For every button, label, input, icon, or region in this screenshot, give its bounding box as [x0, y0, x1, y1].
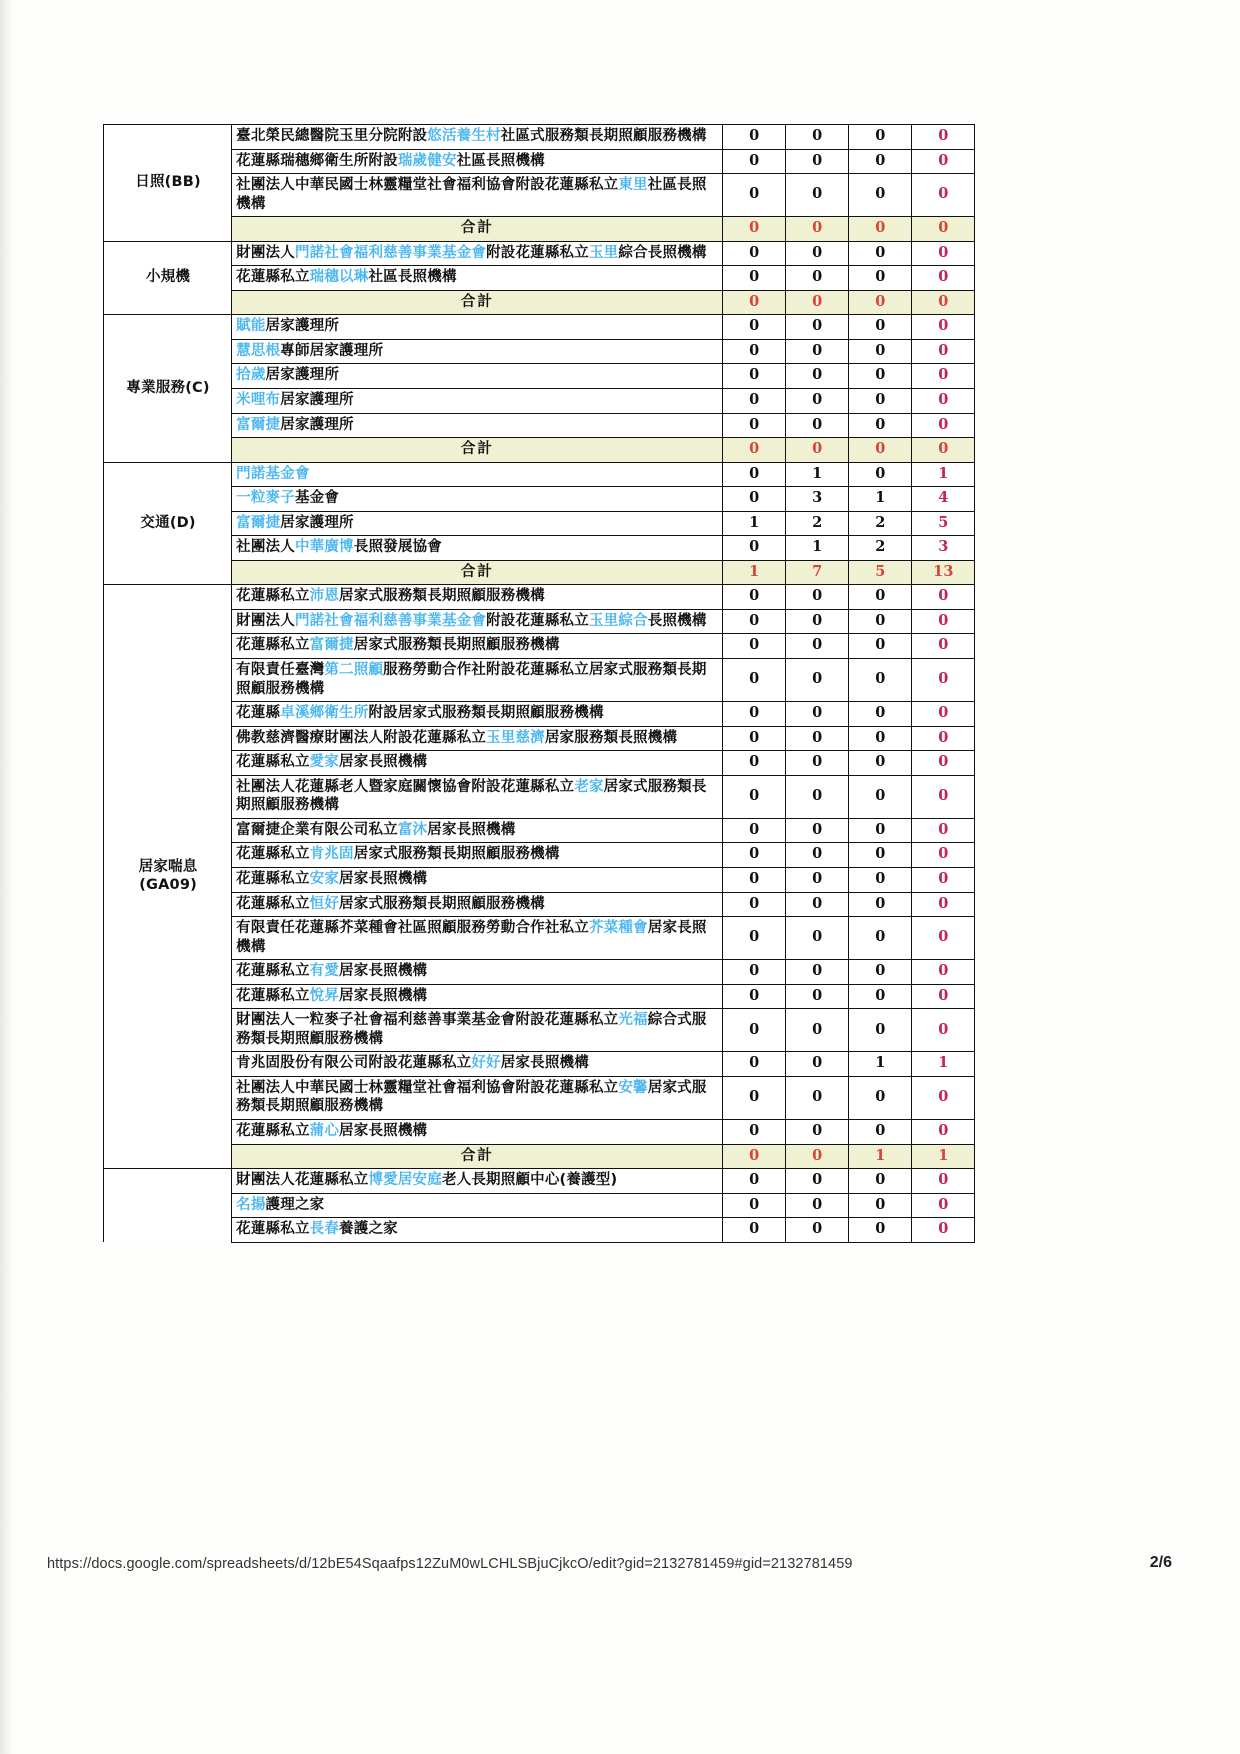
value-cell: 0 — [785, 1193, 848, 1218]
total-row — [104, 438, 975, 463]
value-cell: 0 — [785, 892, 848, 917]
total-label: 合計 — [232, 290, 723, 315]
value-cell: 1 — [911, 1052, 974, 1077]
total-value-cell: 0 — [785, 217, 848, 242]
table-row — [104, 364, 975, 389]
value-cell: 0 — [722, 634, 785, 659]
value-cell: 0 — [848, 315, 911, 340]
table-row — [104, 1218, 975, 1243]
table-row — [104, 818, 975, 843]
facility-name-cell: 米哩布居家護理所 — [232, 389, 723, 414]
value-cell: 0 — [911, 751, 974, 776]
value-cell: 0 — [785, 1169, 848, 1194]
value-cell: 0 — [848, 241, 911, 266]
total-value-cell: 1 — [848, 1144, 911, 1169]
facility-name-cell: 賦能居家護理所 — [232, 315, 723, 340]
value-cell: 0 — [911, 659, 974, 702]
facility-name-cell: 花蓮縣私立安家居家長照機構 — [232, 867, 723, 892]
facility-name-cell: 花蓮縣私立長春養護之家 — [232, 1218, 723, 1243]
value-cell: 0 — [785, 775, 848, 818]
category-cell: 居家喘息 (GA09) — [104, 585, 232, 1169]
value-cell: 2 — [848, 511, 911, 536]
table-row — [104, 413, 975, 438]
facility-name-cell: 花蓮縣私立沛恩居家式服務類長期照顧服務機構 — [232, 585, 723, 610]
value-cell: 0 — [722, 1052, 785, 1077]
value-cell: 0 — [911, 174, 974, 217]
value-cell: 0 — [848, 1218, 911, 1243]
value-cell: 0 — [848, 413, 911, 438]
value-cell: 0 — [722, 917, 785, 960]
value-cell: 0 — [722, 659, 785, 702]
total-value-cell: 0 — [785, 438, 848, 463]
value-cell: 0 — [848, 818, 911, 843]
table-row — [104, 511, 975, 536]
facility-name-cell: 社團法人花蓮縣老人暨家庭關懷協會附設花蓮縣私立老家居家式服務類長期照顧服務機構 — [232, 775, 723, 818]
category-cell: 交通(D) — [104, 462, 232, 585]
value-cell: 0 — [848, 609, 911, 634]
value-cell: 1 — [722, 511, 785, 536]
value-cell: 0 — [722, 315, 785, 340]
value-cell: 0 — [911, 149, 974, 174]
total-value-cell: 1 — [722, 560, 785, 585]
value-cell: 2 — [785, 511, 848, 536]
value-cell: 0 — [785, 917, 848, 960]
value-cell: 0 — [848, 389, 911, 414]
value-cell: 0 — [785, 125, 848, 150]
facility-name-cell: 花蓮縣私立愛家居家長照機構 — [232, 751, 723, 776]
value-cell: 1 — [848, 1052, 911, 1077]
value-cell: 0 — [785, 1218, 848, 1243]
table-row — [104, 125, 975, 150]
facility-name-cell: 門諾基金會 — [232, 462, 723, 487]
value-cell: 0 — [848, 843, 911, 868]
value-cell: 1 — [848, 487, 911, 512]
value-cell: 0 — [722, 1193, 785, 1218]
table-row — [104, 1076, 975, 1119]
value-cell: 0 — [785, 843, 848, 868]
value-cell: 0 — [911, 413, 974, 438]
value-cell: 0 — [785, 609, 848, 634]
value-cell: 1 — [785, 462, 848, 487]
table-row — [104, 389, 975, 414]
table-row — [104, 917, 975, 960]
value-cell: 0 — [911, 892, 974, 917]
ltc-statistics-table — [103, 124, 975, 1243]
value-cell: 0 — [785, 1119, 848, 1144]
facility-name-cell: 財團法人門諾社會福利慈善事業基金會附設花蓮縣私立玉里綜合長照機構 — [232, 241, 723, 266]
value-cell: 0 — [848, 339, 911, 364]
value-cell: 0 — [785, 413, 848, 438]
value-cell: 0 — [848, 585, 911, 610]
value-cell: 0 — [911, 726, 974, 751]
value-cell: 0 — [848, 917, 911, 960]
value-cell: 0 — [785, 174, 848, 217]
total-label: 合計 — [232, 438, 723, 463]
value-cell: 0 — [722, 487, 785, 512]
facility-name-cell: 肯兆固股份有限公司附設花蓮縣私立好好居家長照機構 — [232, 1052, 723, 1077]
value-cell: 0 — [848, 1009, 911, 1052]
value-cell: 0 — [911, 1169, 974, 1194]
value-cell: 0 — [785, 389, 848, 414]
value-cell: 0 — [848, 726, 911, 751]
table-row — [104, 702, 975, 727]
value-cell: 5 — [911, 511, 974, 536]
value-cell: 0 — [848, 960, 911, 985]
total-value-cell: 0 — [785, 1144, 848, 1169]
table-row — [104, 585, 975, 610]
total-value-cell: 0 — [848, 438, 911, 463]
facility-name-cell: 財團法人門諾社會福利慈善事業基金會附設花蓮縣私立玉里綜合長照機構 — [232, 609, 723, 634]
value-cell: 0 — [785, 1052, 848, 1077]
value-cell: 0 — [911, 917, 974, 960]
value-cell: 0 — [911, 843, 974, 868]
scan-edge-shadow — [0, 0, 14, 1754]
value-cell: 0 — [785, 659, 848, 702]
value-cell: 0 — [722, 536, 785, 561]
facility-name-cell: 財團法人花蓮縣私立博愛居安庭老人長期照顧中心(養護型) — [232, 1169, 723, 1194]
value-cell: 1 — [911, 462, 974, 487]
value-cell: 0 — [848, 364, 911, 389]
value-cell: 0 — [722, 867, 785, 892]
table-row — [104, 775, 975, 818]
value-cell: 0 — [722, 339, 785, 364]
value-cell: 0 — [911, 585, 974, 610]
value-cell: 0 — [785, 960, 848, 985]
value-cell: 0 — [911, 775, 974, 818]
total-row — [104, 560, 975, 585]
facility-name-cell: 佛教慈濟醫療財團法人附設花蓮縣私立玉里慈濟居家服務類長照機構 — [232, 726, 723, 751]
facility-name-cell: 社團法人中華廣博長照發展協會 — [232, 536, 723, 561]
value-cell: 1 — [785, 536, 848, 561]
value-cell: 0 — [848, 634, 911, 659]
table-row — [104, 892, 975, 917]
value-cell: 0 — [911, 1218, 974, 1243]
value-cell: 0 — [848, 1169, 911, 1194]
value-cell: 0 — [848, 867, 911, 892]
category-cell: 專業服務(C) — [104, 315, 232, 462]
facility-name-cell: 花蓮縣私立恒好居家式服務類長期照顧服務機構 — [232, 892, 723, 917]
value-cell: 0 — [911, 315, 974, 340]
value-cell: 0 — [785, 867, 848, 892]
value-cell: 0 — [848, 659, 911, 702]
value-cell: 0 — [785, 818, 848, 843]
table-row — [104, 1052, 975, 1077]
value-cell: 0 — [911, 609, 974, 634]
value-cell: 0 — [848, 892, 911, 917]
value-cell: 0 — [911, 818, 974, 843]
value-cell: 0 — [848, 984, 911, 1009]
value-cell: 0 — [722, 1009, 785, 1052]
table-row — [104, 149, 975, 174]
table-row — [104, 1009, 975, 1052]
value-cell: 0 — [785, 1076, 848, 1119]
total-value-cell: 7 — [785, 560, 848, 585]
value-cell: 0 — [911, 702, 974, 727]
facility-name-cell: 名揚護理之家 — [232, 1193, 723, 1218]
table-row — [104, 659, 975, 702]
value-cell: 0 — [911, 339, 974, 364]
facility-name-cell: 花蓮縣私立蒲心居家長照機構 — [232, 1119, 723, 1144]
category-cell: 小規機 — [104, 241, 232, 315]
total-value-cell: 0 — [911, 290, 974, 315]
value-cell: 0 — [785, 634, 848, 659]
value-cell: 0 — [785, 315, 848, 340]
total-label: 合計 — [232, 1144, 723, 1169]
table-row — [104, 174, 975, 217]
facility-name-cell: 花蓮縣私立悅昇居家長照機構 — [232, 984, 723, 1009]
value-cell: 0 — [911, 1119, 974, 1144]
facility-name-cell: 社團法人中華民國士林靈糧堂社會福利協會附設花蓮縣私立東里社區長照機構 — [232, 174, 723, 217]
value-cell: 0 — [722, 609, 785, 634]
category-cell — [104, 1169, 232, 1243]
table-row — [104, 726, 975, 751]
total-value-cell: 0 — [722, 217, 785, 242]
total-value-cell: 0 — [848, 290, 911, 315]
value-cell: 0 — [785, 149, 848, 174]
value-cell: 0 — [722, 125, 785, 150]
facility-name-cell: 花蓮縣私立有愛居家長照機構 — [232, 960, 723, 985]
value-cell: 0 — [722, 1169, 785, 1194]
table-row — [104, 241, 975, 266]
table-row — [104, 536, 975, 561]
total-row — [104, 1144, 975, 1169]
value-cell: 0 — [848, 125, 911, 150]
value-cell: 0 — [785, 984, 848, 1009]
value-cell: 0 — [785, 585, 848, 610]
value-cell: 2 — [848, 536, 911, 561]
table-body — [104, 125, 975, 1243]
value-cell: 0 — [848, 702, 911, 727]
value-cell: 0 — [722, 984, 785, 1009]
value-cell: 0 — [848, 1193, 911, 1218]
value-cell: 0 — [785, 241, 848, 266]
value-cell: 0 — [848, 1076, 911, 1119]
total-row — [104, 290, 975, 315]
value-cell: 0 — [848, 775, 911, 818]
table-row — [104, 1169, 975, 1194]
table-row — [104, 1119, 975, 1144]
value-cell: 0 — [722, 462, 785, 487]
value-cell: 0 — [785, 726, 848, 751]
value-cell: 0 — [785, 1009, 848, 1052]
category-cell: 日照(BB) — [104, 125, 232, 242]
facility-name-cell: 花蓮縣私立富爾捷居家式服務類長期照顧服務機構 — [232, 634, 723, 659]
total-value-cell: 0 — [722, 438, 785, 463]
value-cell: 0 — [911, 1009, 974, 1052]
table-row — [104, 751, 975, 776]
total-value-cell: 5 — [848, 560, 911, 585]
value-cell: 0 — [911, 867, 974, 892]
total-value-cell: 0 — [785, 290, 848, 315]
value-cell: 0 — [722, 726, 785, 751]
value-cell: 3 — [785, 487, 848, 512]
value-cell: 0 — [911, 1193, 974, 1218]
value-cell: 0 — [785, 751, 848, 776]
value-cell: 0 — [722, 751, 785, 776]
value-cell: 0 — [722, 389, 785, 414]
total-label: 合計 — [232, 560, 723, 585]
value-cell: 0 — [911, 960, 974, 985]
table-row — [104, 315, 975, 340]
value-cell: 0 — [785, 702, 848, 727]
value-cell: 0 — [722, 1218, 785, 1243]
value-cell: 3 — [911, 536, 974, 561]
value-cell: 0 — [911, 634, 974, 659]
value-cell: 0 — [722, 960, 785, 985]
facility-name-cell: 花蓮縣私立肯兆固居家式服務類長期照顧服務機構 — [232, 843, 723, 868]
value-cell: 0 — [911, 1076, 974, 1119]
facility-name-cell: 富爾捷居家護理所 — [232, 511, 723, 536]
value-cell: 0 — [848, 266, 911, 291]
total-value-cell: 0 — [911, 438, 974, 463]
table-row — [104, 843, 975, 868]
facility-name-cell: 拾歲居家護理所 — [232, 364, 723, 389]
facility-name-cell: 富爾捷企業有限公司私立富沐居家長照機構 — [232, 818, 723, 843]
value-cell: 0 — [722, 818, 785, 843]
table-row — [104, 266, 975, 291]
value-cell: 0 — [722, 364, 785, 389]
table-row — [104, 487, 975, 512]
value-cell: 4 — [911, 487, 974, 512]
total-row — [104, 217, 975, 242]
table-row — [104, 984, 975, 1009]
facility-name-cell: 社團法人中華民國士林靈糧堂社會福利協會附設花蓮縣私立安馨居家式服務類長期照顧服務機構 — [232, 1076, 723, 1119]
table-row — [104, 609, 975, 634]
facility-name-cell: 花蓮縣卓溪鄉衛生所附設居家式服務類長期照顧服務機構 — [232, 702, 723, 727]
total-value-cell: 1 — [911, 1144, 974, 1169]
value-cell: 0 — [848, 462, 911, 487]
value-cell: 0 — [722, 775, 785, 818]
value-cell: 0 — [911, 364, 974, 389]
table-row — [104, 339, 975, 364]
table-row — [104, 634, 975, 659]
value-cell: 0 — [722, 413, 785, 438]
total-value-cell: 0 — [848, 217, 911, 242]
facility-name-cell: 有限責任臺灣第二照顧服務勞動合作社附設花蓮縣私立居家式服務類長期照顧服務機構 — [232, 659, 723, 702]
value-cell: 0 — [911, 389, 974, 414]
table-row — [104, 1193, 975, 1218]
total-value-cell: 0 — [722, 290, 785, 315]
total-label: 合計 — [232, 217, 723, 242]
value-cell: 0 — [722, 702, 785, 727]
value-cell: 0 — [785, 364, 848, 389]
value-cell: 0 — [722, 266, 785, 291]
value-cell: 0 — [722, 149, 785, 174]
footer-url: https://docs.google.com/spreadsheets/d/12bE54Sqaafps12ZuM0wLCHLSBjuCjkcO/edit?gid=2132781459#gid=2132781459 — [47, 1556, 853, 1572]
value-cell: 0 — [722, 241, 785, 266]
total-value-cell: 0 — [911, 217, 974, 242]
facility-name-cell: 慧思根專師居家護理所 — [232, 339, 723, 364]
value-cell: 0 — [722, 174, 785, 217]
value-cell: 0 — [722, 1119, 785, 1144]
value-cell: 0 — [722, 585, 785, 610]
table-row — [104, 867, 975, 892]
facility-name-cell: 花蓮縣瑞穗鄉衛生所附設瑞歲健安社區長照機構 — [232, 149, 723, 174]
facility-name-cell: 一粒麥子基金會 — [232, 487, 723, 512]
value-cell: 0 — [911, 241, 974, 266]
value-cell: 0 — [848, 751, 911, 776]
value-cell: 0 — [722, 1076, 785, 1119]
facility-name-cell: 花蓮縣私立瑞穗以琳社區長照機構 — [232, 266, 723, 291]
value-cell: 0 — [722, 892, 785, 917]
value-cell: 0 — [848, 174, 911, 217]
total-value-cell: 13 — [911, 560, 974, 585]
value-cell: 0 — [722, 843, 785, 868]
total-value-cell: 0 — [722, 1144, 785, 1169]
table-row — [104, 960, 975, 985]
value-cell: 0 — [785, 339, 848, 364]
facility-name-cell: 富爾捷居家護理所 — [232, 413, 723, 438]
value-cell: 0 — [848, 1119, 911, 1144]
value-cell: 0 — [911, 125, 974, 150]
table-row — [104, 462, 975, 487]
facility-name-cell: 有限責任花蓮縣芥菜種會社區照顧服務勞動合作社私立芥菜種會居家長照機構 — [232, 917, 723, 960]
facility-name-cell: 財團法人一粒麥子社會福利慈善事業基金會附設花蓮縣私立光福綜合式服務類長期照顧服務機構 — [232, 1009, 723, 1052]
value-cell: 0 — [848, 149, 911, 174]
value-cell: 0 — [911, 984, 974, 1009]
value-cell: 0 — [911, 266, 974, 291]
value-cell: 0 — [785, 266, 848, 291]
facility-name-cell: 臺北榮民總醫院玉里分院附設悠活養生村社區式服務類長期照顧服務機構 — [232, 125, 723, 150]
page-number: 2/6 — [1149, 1554, 1172, 1571]
